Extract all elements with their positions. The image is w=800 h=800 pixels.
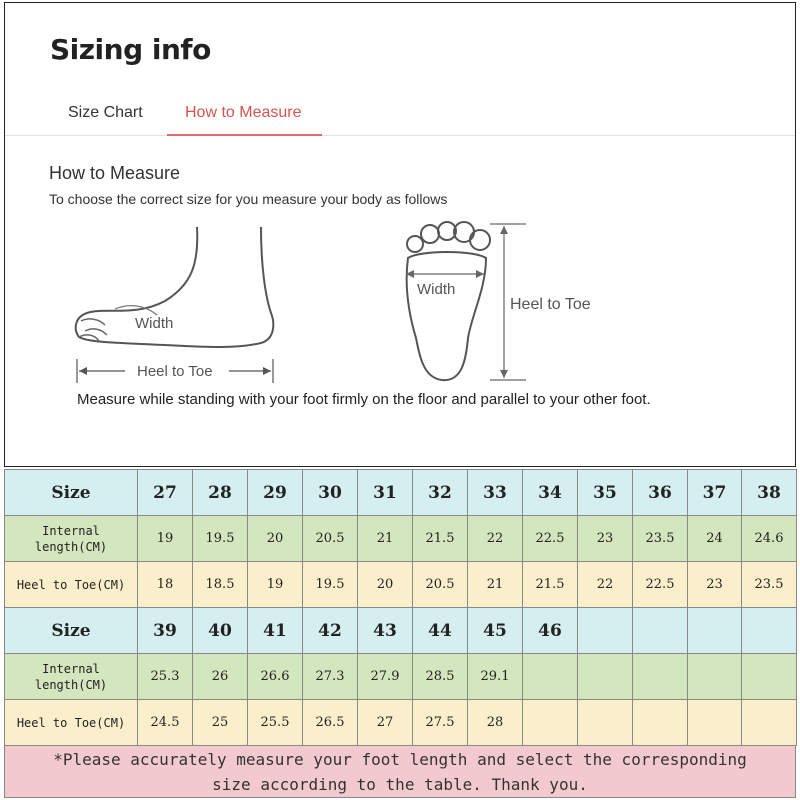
size-cell: 25.5 (248, 700, 303, 746)
size-cell (578, 654, 633, 700)
size-cell: 18 (138, 562, 193, 608)
size-cell: 23 (688, 562, 742, 608)
size-cell: 19.5 (303, 562, 358, 608)
size-cell: 44 (413, 608, 468, 654)
internal-label-line: Internal (42, 523, 100, 538)
size-cell: 23.5 (742, 562, 797, 608)
internal-label-line: length(CM) (34, 677, 108, 692)
sole-width-label: Width (417, 281, 456, 298)
size-cell (578, 700, 633, 746)
size-cell: 46 (523, 608, 578, 654)
size-note-line-1: *Please accurately measure your foot length and select the corresponding (53, 750, 747, 769)
heel-to-toe-row-label: Heel to Toe(CM) (5, 700, 138, 746)
page-title: Sizing info (50, 33, 211, 66)
size-cell (578, 608, 633, 654)
size-cell: 32 (413, 470, 468, 516)
size-cell: 29 (248, 470, 303, 516)
size-cell: 23.5 (633, 516, 688, 562)
size-cell: 38 (742, 470, 797, 516)
size-cell: 28 (193, 470, 248, 516)
size-cell: 41 (248, 608, 303, 654)
size-cell: 22 (578, 562, 633, 608)
internal-label-line: length(CM) (34, 539, 108, 554)
tab-size-chart[interactable]: Size Chart (68, 104, 143, 121)
sole-heel-to-toe-label: Heel to Toe (510, 296, 591, 313)
size-cell: 31 (358, 470, 413, 516)
size-cell (688, 608, 742, 654)
size-cell: 23 (578, 516, 633, 562)
size-row (5, 608, 797, 654)
size-cell: 26.5 (303, 700, 358, 746)
size-cell (688, 654, 742, 700)
size-cell: 36 (633, 470, 688, 516)
size-cell (742, 654, 797, 700)
size-cell: 25 (193, 700, 248, 746)
size-cell: 45 (468, 608, 523, 654)
internal-length-row-label (5, 654, 138, 700)
internal-length-row-label (5, 516, 138, 562)
size-cell: 22.5 (523, 516, 578, 562)
side-width-label: Width (135, 315, 174, 332)
size-cell (523, 700, 578, 746)
size-cell (633, 654, 688, 700)
size-note (4, 745, 796, 798)
size-cell: 22.5 (633, 562, 688, 608)
size-cell: 20 (248, 516, 303, 562)
size-cell: 19 (248, 562, 303, 608)
size-cell: 24.6 (742, 516, 797, 562)
size-cell: 18.5 (193, 562, 248, 608)
size-cell: 27 (358, 700, 413, 746)
size-cell (742, 700, 797, 746)
size-cell: 22 (468, 516, 523, 562)
tab-bar (5, 99, 795, 136)
size-cell: 24 (688, 516, 742, 562)
size-cell (633, 700, 688, 746)
size-cell: 37 (688, 470, 742, 516)
heel-to-toe-row (5, 562, 797, 608)
size-cell: 29.1 (468, 654, 523, 700)
size-note-line-2: size according to the table. Thank you. (212, 775, 588, 794)
size-cell: 27.5 (413, 700, 468, 746)
size-cell: 40 (193, 608, 248, 654)
size-cell: 33 (468, 470, 523, 516)
size-cell: 26.6 (248, 654, 303, 700)
size-cell: 21.5 (413, 516, 468, 562)
internal-label-line: Internal (42, 661, 100, 676)
tab-how-to-measure[interactable]: How to Measure (185, 99, 302, 135)
size-cell: 20 (358, 562, 413, 608)
internal-length-row (5, 516, 797, 562)
heel-to-toe-row (5, 700, 797, 746)
size-cell (523, 654, 578, 700)
size-cell: 42 (303, 608, 358, 654)
size-row-label: Size (5, 470, 138, 516)
size-cell: 39 (138, 608, 193, 654)
size-chart-table (4, 469, 797, 746)
section-heading: How to Measure (49, 163, 181, 183)
size-cell: 20.5 (413, 562, 468, 608)
size-cell: 34 (523, 470, 578, 516)
size-row-label: Size (5, 608, 138, 654)
size-cell: 30 (303, 470, 358, 516)
heel-to-toe-row-label: Heel to Toe(CM) (5, 562, 138, 608)
foot-sole-illustration (390, 218, 630, 388)
size-cell: 26 (193, 654, 248, 700)
size-cell: 19.5 (193, 516, 248, 562)
internal-length-row (5, 654, 797, 700)
size-cell (688, 700, 742, 746)
measure-caption: Measure while standing with your foot firmly on the floor and parallel to your other foot. (77, 391, 651, 408)
size-cell: 21 (468, 562, 523, 608)
size-cell: 24.5 (138, 700, 193, 746)
size-cell: 28 (468, 700, 523, 746)
size-cell: 27.3 (303, 654, 358, 700)
size-cell: 35 (578, 470, 633, 516)
size-cell: 27.9 (358, 654, 413, 700)
size-cell: 21.5 (523, 562, 578, 608)
size-cell: 21 (358, 516, 413, 562)
foot-side-illustration (65, 225, 295, 385)
size-row (5, 470, 797, 516)
side-heel-to-toe-label: Heel to Toe (137, 363, 213, 380)
sizing-info-panel (4, 2, 796, 467)
size-cell: 28.5 (413, 654, 468, 700)
size-cell: 27 (138, 470, 193, 516)
size-cell: 20.5 (303, 516, 358, 562)
size-cell (742, 608, 797, 654)
section-subheading: To choose the correct size for you measure your body as follows (49, 191, 448, 207)
size-cell (633, 608, 688, 654)
size-cell: 19 (138, 516, 193, 562)
size-cell: 43 (358, 608, 413, 654)
size-cell: 25.3 (138, 654, 193, 700)
